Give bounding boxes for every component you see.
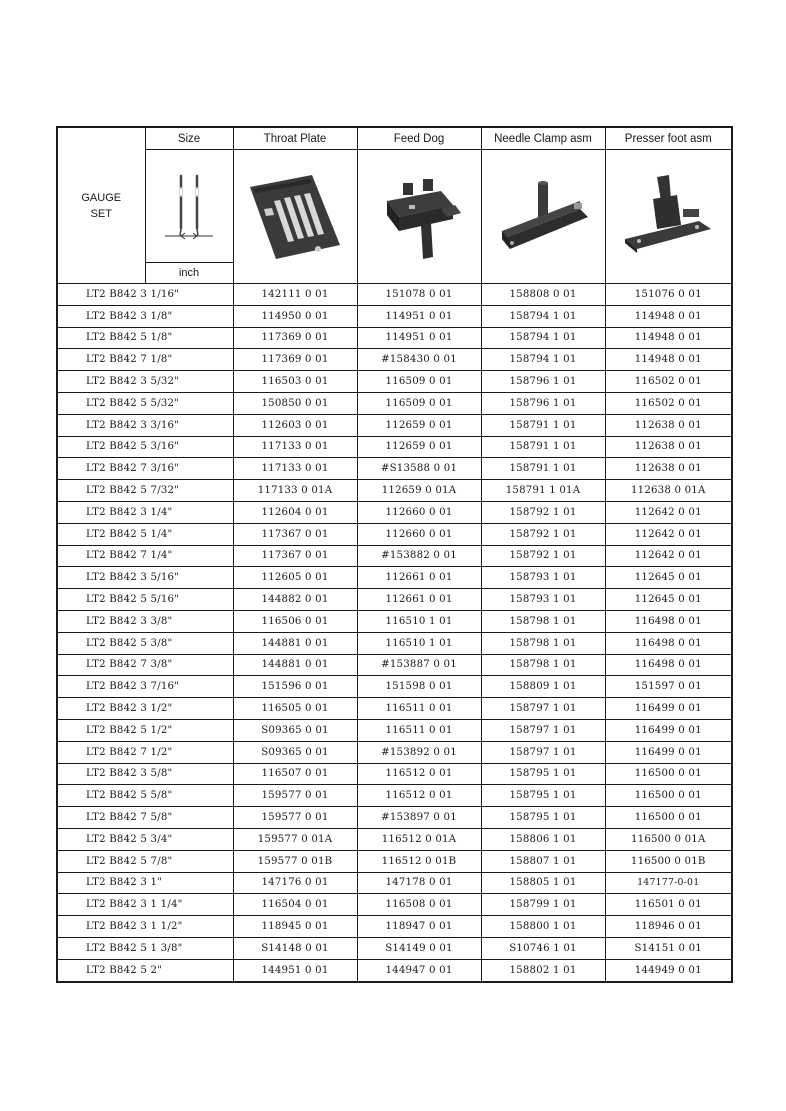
presser-foot-cell: 116499 0 01 bbox=[605, 719, 732, 741]
presser-foot-cell: S14151 0 01 bbox=[605, 937, 732, 959]
needle-clamp-cell: 158809 1 01 bbox=[481, 676, 605, 698]
gauge-cell: LT2 B842 5 1 3/8" bbox=[57, 937, 233, 959]
presser-foot-cell: 112642 0 01 bbox=[605, 501, 732, 523]
feed-dog-cell: 112660 0 01 bbox=[357, 501, 481, 523]
table-row bbox=[57, 589, 732, 611]
gauge-cell: LT2 B842 3 1 1/4" bbox=[57, 894, 233, 916]
needle-clamp-cell: 158802 1 01 bbox=[481, 959, 605, 981]
throat-plate-cell: 117367 0 01 bbox=[233, 545, 357, 567]
gauge-set-label: GAUGE SET bbox=[81, 191, 122, 220]
gauge-rows bbox=[57, 284, 732, 982]
needle-clamp-cell: 158796 1 01 bbox=[481, 371, 605, 393]
table-row bbox=[57, 392, 732, 414]
needle-clamp-cell: 158791 1 01 bbox=[481, 458, 605, 480]
throat-plate-cell: 150850 0 01 bbox=[233, 392, 357, 414]
feed-dog-cell: 112659 0 01 bbox=[357, 436, 481, 458]
presser-foot-cell: 116498 0 01 bbox=[605, 632, 732, 654]
feed-dog-cell: #S13588 0 01 bbox=[357, 458, 481, 480]
presser-foot-cell: 116499 0 01 bbox=[605, 698, 732, 720]
presser-foot-cell: 116499 0 01 bbox=[605, 741, 732, 763]
throat-plate-cell: 151596 0 01 bbox=[233, 676, 357, 698]
needle-clamp-cell: 158792 1 01 bbox=[481, 501, 605, 523]
gauge-cell: LT2 B842 5 1/4" bbox=[57, 523, 233, 545]
gauge-cell: LT2 B842 3 1/16" bbox=[57, 284, 233, 306]
table-row bbox=[57, 763, 732, 785]
presser-foot-cell: 116500 0 01 bbox=[605, 763, 732, 785]
table-row bbox=[57, 414, 732, 436]
feed-dog-cell: 116512 0 01 bbox=[357, 785, 481, 807]
feed-dog-cell: 118947 0 01 bbox=[357, 916, 481, 938]
gauge-cell: LT2 B842 3 5/8" bbox=[57, 763, 233, 785]
table-row bbox=[57, 719, 732, 741]
presser-foot-cell: 151597 0 01 bbox=[605, 676, 732, 698]
feed-dog-image-cell bbox=[357, 150, 481, 284]
throat-plate-cell: 144881 0 01 bbox=[233, 654, 357, 676]
throat-plate-cell: 117133 0 01A bbox=[233, 480, 357, 502]
feed-dog-cell: #153897 0 01 bbox=[357, 807, 481, 829]
gauge-cell: LT2 B842 5 5/8" bbox=[57, 785, 233, 807]
feed-dog-cell: 116510 1 01 bbox=[357, 610, 481, 632]
unit-label: inch bbox=[145, 263, 233, 284]
table-row bbox=[57, 458, 732, 480]
needle-clamp-cell: 158792 1 01 bbox=[481, 545, 605, 567]
feed-dog-cell: 112661 0 01 bbox=[357, 589, 481, 611]
throat-plate-cell: 116505 0 01 bbox=[233, 698, 357, 720]
gauge-set-header bbox=[57, 127, 145, 284]
throat-plate-cell: 117369 0 01 bbox=[233, 327, 357, 349]
table-row bbox=[57, 828, 732, 850]
presser-foot-cell: 116498 0 01 bbox=[605, 654, 732, 676]
feed-dog-cell: 112659 0 01A bbox=[357, 480, 481, 502]
feed-dog-cell: #153887 0 01 bbox=[357, 654, 481, 676]
throat-plate-cell: 144882 0 01 bbox=[233, 589, 357, 611]
presser-foot-cell: 116500 0 01 bbox=[605, 785, 732, 807]
feed-dog-cell: 116509 0 01 bbox=[357, 392, 481, 414]
presser-foot-cell: 151076 0 01 bbox=[605, 284, 732, 306]
needle-clamp-cell: 158800 1 01 bbox=[481, 916, 605, 938]
feed-dog-header: Feed Dog bbox=[357, 127, 481, 150]
feed-dog-cell: S14149 0 01 bbox=[357, 937, 481, 959]
needle-clamp-cell: 158794 1 01 bbox=[481, 327, 605, 349]
presser-foot-cell: 118946 0 01 bbox=[605, 916, 732, 938]
gauge-cell: LT2 B842 3 1/2" bbox=[57, 698, 233, 720]
throat-plate-cell: S09365 0 01 bbox=[233, 719, 357, 741]
throat-plate-cell: S09365 0 01 bbox=[233, 741, 357, 763]
presser-foot-cell: 116502 0 01 bbox=[605, 392, 732, 414]
throat-plate-cell: 116506 0 01 bbox=[233, 610, 357, 632]
needle-clamp-cell: 158793 1 01 bbox=[481, 567, 605, 589]
throat-plate-image-cell bbox=[233, 150, 357, 284]
gauge-cell: LT2 B842 5 3/16" bbox=[57, 436, 233, 458]
size-image-cell bbox=[145, 150, 233, 263]
presser-foot-cell: 112638 0 01 bbox=[605, 414, 732, 436]
gauge-cell: LT2 B842 7 3/16" bbox=[57, 458, 233, 480]
table-row bbox=[57, 654, 732, 676]
throat-plate-cell: 159577 0 01 bbox=[233, 785, 357, 807]
table-row bbox=[57, 349, 732, 371]
feed-dog-cell: 147178 0 01 bbox=[357, 872, 481, 894]
table-row bbox=[57, 741, 732, 763]
feed-dog-cell: 116512 0 01B bbox=[357, 850, 481, 872]
presser-foot-header: Presser foot asm bbox=[605, 127, 732, 150]
gauge-cell: LT2 B842 5 1/2" bbox=[57, 719, 233, 741]
table-row bbox=[57, 305, 732, 327]
feed-dog-cell: 116509 0 01 bbox=[357, 371, 481, 393]
presser-foot-cell: 114948 0 01 bbox=[605, 327, 732, 349]
presser-foot-icon bbox=[613, 169, 723, 264]
presser-foot-cell: 116498 0 01 bbox=[605, 610, 732, 632]
table-row bbox=[57, 698, 732, 720]
throat-plate-cell: 118945 0 01 bbox=[233, 916, 357, 938]
feed-dog-cell: 144947 0 01 bbox=[357, 959, 481, 981]
gauge-cell: LT2 B842 3 7/16" bbox=[57, 676, 233, 698]
feed-dog-cell: #153882 0 01 bbox=[357, 545, 481, 567]
gauge-cell: LT2 B842 3 5/32" bbox=[57, 371, 233, 393]
gauge-cell: LT2 B842 5 7/8" bbox=[57, 850, 233, 872]
needle-clamp-cell: 158793 1 01 bbox=[481, 589, 605, 611]
table-row bbox=[57, 872, 732, 894]
needle-gauge-icon bbox=[159, 170, 219, 242]
presser-foot-cell: 147177-0-01 bbox=[605, 872, 732, 894]
feed-dog-cell: #158430 0 01 bbox=[357, 349, 481, 371]
throat-plate-icon bbox=[240, 169, 350, 264]
gauge-cell: LT2 B842 3 3/8" bbox=[57, 610, 233, 632]
throat-plate-cell: 116504 0 01 bbox=[233, 894, 357, 916]
table-row bbox=[57, 501, 732, 523]
table-row bbox=[57, 436, 732, 458]
table-row bbox=[57, 676, 732, 698]
needle-clamp-cell: 158791 1 01 bbox=[481, 436, 605, 458]
header-row bbox=[57, 127, 732, 150]
feed-dog-cell: 151078 0 01 bbox=[357, 284, 481, 306]
gauge-cell: LT2 B842 3 1/8" bbox=[57, 305, 233, 327]
presser-foot-cell: 112642 0 01 bbox=[605, 523, 732, 545]
gauge-cell: LT2 B842 3 3/16" bbox=[57, 414, 233, 436]
gauge-cell: LT2 B842 3 5/16" bbox=[57, 567, 233, 589]
presser-foot-cell: 116500 0 01 bbox=[605, 807, 732, 829]
gauge-cell: LT2 B842 5 3/8" bbox=[57, 632, 233, 654]
needle-clamp-cell: 158799 1 01 bbox=[481, 894, 605, 916]
needle-clamp-cell: 158807 1 01 bbox=[481, 850, 605, 872]
needle-clamp-cell: 158792 1 01 bbox=[481, 523, 605, 545]
feed-dog-icon bbox=[369, 169, 469, 264]
presser-foot-cell: 116500 0 01B bbox=[605, 850, 732, 872]
presser-foot-cell: 144949 0 01 bbox=[605, 959, 732, 981]
needle-clamp-cell: 158798 1 01 bbox=[481, 610, 605, 632]
throat-plate-cell: 117367 0 01 bbox=[233, 523, 357, 545]
gauge-set-table bbox=[56, 126, 733, 983]
throat-plate-cell: 117133 0 01 bbox=[233, 458, 357, 480]
throat-plate-cell: 117369 0 01 bbox=[233, 349, 357, 371]
throat-plate-cell: 147176 0 01 bbox=[233, 872, 357, 894]
throat-plate-cell: 159577 0 01A bbox=[233, 828, 357, 850]
presser-foot-cell: 112645 0 01 bbox=[605, 567, 732, 589]
gauge-cell: LT2 B842 5 5/16" bbox=[57, 589, 233, 611]
table-row bbox=[57, 959, 732, 981]
gauge-cell: LT2 B842 3 1/4" bbox=[57, 501, 233, 523]
presser-foot-cell: 112645 0 01 bbox=[605, 589, 732, 611]
presser-foot-cell: 116502 0 01 bbox=[605, 371, 732, 393]
feed-dog-cell: 116511 0 01 bbox=[357, 719, 481, 741]
needle-clamp-cell: 158794 1 01 bbox=[481, 349, 605, 371]
image-row bbox=[57, 150, 732, 263]
presser-foot-cell: 112638 0 01 bbox=[605, 458, 732, 480]
needle-clamp-cell: 158797 1 01 bbox=[481, 698, 605, 720]
needle-clamp-cell: 158806 1 01 bbox=[481, 828, 605, 850]
feed-dog-cell: 112661 0 01 bbox=[357, 567, 481, 589]
feed-dog-cell: #153892 0 01 bbox=[357, 741, 481, 763]
throat-plate-cell: 144881 0 01 bbox=[233, 632, 357, 654]
feed-dog-cell: 116512 0 01A bbox=[357, 828, 481, 850]
presser-foot-cell: 112638 0 01 bbox=[605, 436, 732, 458]
gauge-cell: LT2 B842 7 1/2" bbox=[57, 741, 233, 763]
throat-plate-cell: 144951 0 01 bbox=[233, 959, 357, 981]
gauge-cell: LT2 B842 5 1/8" bbox=[57, 327, 233, 349]
throat-plate-cell: 142111 0 01 bbox=[233, 284, 357, 306]
feed-dog-cell: 116512 0 01 bbox=[357, 763, 481, 785]
needle-clamp-cell: 158797 1 01 bbox=[481, 719, 605, 741]
table-row bbox=[57, 632, 732, 654]
gauge-cell: LT2 B842 5 2" bbox=[57, 959, 233, 981]
needle-clamp-header: Needle Clamp asm bbox=[481, 127, 605, 150]
presser-foot-cell: 114948 0 01 bbox=[605, 305, 732, 327]
gauge-cell: LT2 B842 5 5/32" bbox=[57, 392, 233, 414]
throat-plate-cell: 116507 0 01 bbox=[233, 763, 357, 785]
gauge-cell: LT2 B842 7 1/8" bbox=[57, 349, 233, 371]
throat-plate-cell: 159577 0 01 bbox=[233, 807, 357, 829]
throat-plate-cell: 112605 0 01 bbox=[233, 567, 357, 589]
needle-clamp-cell: 158794 1 01 bbox=[481, 305, 605, 327]
table-row bbox=[57, 327, 732, 349]
needle-clamp-cell: 158791 1 01A bbox=[481, 480, 605, 502]
table-row bbox=[57, 610, 732, 632]
needle-clamp-cell: 158795 1 01 bbox=[481, 785, 605, 807]
gauge-cell: LT2 B842 5 3/4" bbox=[57, 828, 233, 850]
feed-dog-cell: 114951 0 01 bbox=[357, 327, 481, 349]
table-row bbox=[57, 480, 732, 502]
feed-dog-cell: 112660 0 01 bbox=[357, 523, 481, 545]
presser-foot-cell: 116500 0 01A bbox=[605, 828, 732, 850]
gauge-cell: LT2 B842 7 3/8" bbox=[57, 654, 233, 676]
throat-plate-header: Throat Plate bbox=[233, 127, 357, 150]
table-row bbox=[57, 807, 732, 829]
table-row bbox=[57, 937, 732, 959]
throat-plate-cell: 117133 0 01 bbox=[233, 436, 357, 458]
feed-dog-cell: 116508 0 01 bbox=[357, 894, 481, 916]
presser-foot-cell: 112638 0 01A bbox=[605, 480, 732, 502]
feed-dog-cell: 112659 0 01 bbox=[357, 414, 481, 436]
presser-foot-cell: 116501 0 01 bbox=[605, 894, 732, 916]
needle-clamp-image-cell bbox=[481, 150, 605, 284]
gauge-cell: LT2 B842 5 7/32" bbox=[57, 480, 233, 502]
presser-foot-cell: 112642 0 01 bbox=[605, 545, 732, 567]
gauge-cell: LT2 B842 3 1 1/2" bbox=[57, 916, 233, 938]
presser-foot-cell: 114948 0 01 bbox=[605, 349, 732, 371]
size-header: Size bbox=[145, 127, 233, 150]
gauge-cell: LT2 B842 3 1" bbox=[57, 872, 233, 894]
throat-plate-cell: 114950 0 01 bbox=[233, 305, 357, 327]
needle-clamp-cell: 158797 1 01 bbox=[481, 741, 605, 763]
throat-plate-cell: 159577 0 01B bbox=[233, 850, 357, 872]
table-row bbox=[57, 916, 732, 938]
needle-clamp-cell: 158795 1 01 bbox=[481, 807, 605, 829]
needle-clamp-cell: 158805 1 01 bbox=[481, 872, 605, 894]
needle-clamp-cell: 158808 0 01 bbox=[481, 284, 605, 306]
feed-dog-cell: 151598 0 01 bbox=[357, 676, 481, 698]
feed-dog-cell: 116511 0 01 bbox=[357, 698, 481, 720]
table-row bbox=[57, 850, 732, 872]
gauge-cell: LT2 B842 7 5/8" bbox=[57, 807, 233, 829]
needle-clamp-cell: S10746 1 01 bbox=[481, 937, 605, 959]
feed-dog-cell: 116510 1 01 bbox=[357, 632, 481, 654]
presser-foot-image-cell bbox=[605, 150, 732, 284]
throat-plate-cell: S14148 0 01 bbox=[233, 937, 357, 959]
throat-plate-cell: 116503 0 01 bbox=[233, 371, 357, 393]
table-row bbox=[57, 545, 732, 567]
needle-clamp-cell: 158791 1 01 bbox=[481, 414, 605, 436]
table-row bbox=[57, 284, 732, 306]
gauge-cell: LT2 B842 7 1/4" bbox=[57, 545, 233, 567]
needle-clamp-cell: 158795 1 01 bbox=[481, 763, 605, 785]
needle-clamp-cell: 158796 1 01 bbox=[481, 392, 605, 414]
table-row bbox=[57, 371, 732, 393]
needle-clamp-icon bbox=[488, 169, 598, 264]
throat-plate-cell: 112603 0 01 bbox=[233, 414, 357, 436]
needle-clamp-cell: 158798 1 01 bbox=[481, 632, 605, 654]
table-row bbox=[57, 894, 732, 916]
throat-plate-cell: 112604 0 01 bbox=[233, 501, 357, 523]
needle-clamp-cell: 158798 1 01 bbox=[481, 654, 605, 676]
table-row bbox=[57, 567, 732, 589]
table-row bbox=[57, 785, 732, 807]
feed-dog-cell: 114951 0 01 bbox=[357, 305, 481, 327]
table-row bbox=[57, 523, 732, 545]
